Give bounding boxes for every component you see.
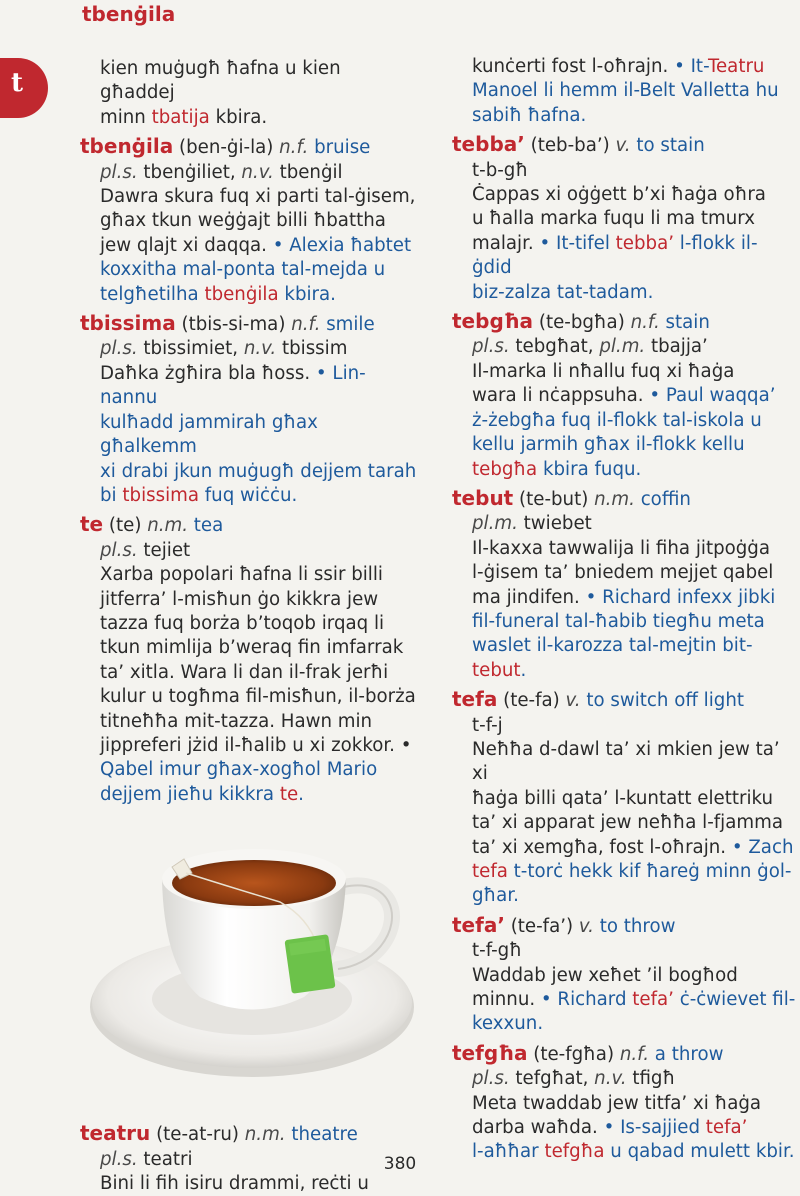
highlighted-word: tbenġila xyxy=(204,283,279,305)
english-gloss: theatre xyxy=(285,1124,358,1146)
continuation-line xyxy=(452,55,797,79)
page-header: tbenġila xyxy=(82,2,176,26)
letter-thumb-tab xyxy=(0,58,48,118)
definition-line xyxy=(452,433,797,457)
definition-line xyxy=(80,362,420,411)
definition-text: għax tkun weġġajt billi ħbattha xyxy=(100,210,386,232)
example-text: Manoel li hemm il-Belt Valletta hu xyxy=(472,80,779,102)
english-gloss: coffin xyxy=(634,488,691,510)
definition-line xyxy=(452,787,797,811)
letter-tab-label: t xyxy=(11,68,24,98)
definition-line xyxy=(452,409,797,433)
right-column xyxy=(452,55,797,1165)
example-text: ż-żebgħa fuq il-flokk tal-iskola u xyxy=(472,409,762,431)
inflection-line xyxy=(452,512,797,536)
definition-text: ta’ xitla. Wara li dan il-frak jerħi xyxy=(100,661,389,683)
continuation-line xyxy=(452,104,797,128)
headword: tefa xyxy=(452,687,498,712)
example-text: u qabad mulett kbir. xyxy=(604,1141,795,1163)
example-text: fuq wiċċu. xyxy=(199,484,298,506)
definition-line xyxy=(80,612,420,636)
part-of-speech: n.f. xyxy=(291,314,321,336)
grammar-label: pl.s. xyxy=(472,336,510,358)
part-of-speech: n.f. xyxy=(619,1043,650,1065)
english-gloss: to throw xyxy=(593,915,676,937)
example-text: dejjem jieħu kikkra xyxy=(100,783,280,805)
grammar-label: pl.m. xyxy=(472,513,518,535)
definition-line xyxy=(80,783,420,807)
definition-text: l-ġisem ta’ bniedem mejjet qabel xyxy=(472,562,774,584)
definition-line xyxy=(80,758,420,782)
part-of-speech: n.m. xyxy=(244,1124,286,1146)
definition-text: kulur u togħma fil-misħun, il-borża xyxy=(100,686,416,708)
definition-line xyxy=(452,183,797,207)
inflection-line xyxy=(452,159,797,183)
definition-text: tbenġiliet, xyxy=(137,161,242,183)
tea-cup-image xyxy=(80,807,420,1117)
grammar-label: n.v. xyxy=(243,338,277,360)
definition-line xyxy=(452,884,797,908)
definition-text: jippreferi jżid il-ħalib u xi zokkor. • xyxy=(100,734,412,756)
definition-line xyxy=(452,458,797,482)
definition-text: tbenġil xyxy=(273,161,343,183)
definition-text: tbajja’ xyxy=(645,336,708,358)
part-of-speech: n.m. xyxy=(147,515,189,537)
definition-text: ħaġa billi qata’ l-kuntatt elettriku xyxy=(472,787,774,809)
definition-line xyxy=(452,988,797,1012)
example-text: kexxun. xyxy=(472,1013,544,1035)
definition-text: t-f-j xyxy=(472,714,503,736)
definition-line xyxy=(452,232,797,281)
example-text: biz-zalza tat-tadam. xyxy=(472,281,654,303)
headword: tbenġila xyxy=(80,134,174,159)
grammar-label: pl.s. xyxy=(472,1068,510,1090)
definition-line xyxy=(80,1172,420,1196)
inflection-line xyxy=(80,539,420,563)
english-gloss: tea xyxy=(188,515,224,537)
part-of-speech: n.f. xyxy=(630,312,660,334)
definition-line xyxy=(80,258,420,282)
grammar-label: pl.s. xyxy=(100,161,138,183)
definition-line xyxy=(452,537,797,561)
definition-line xyxy=(80,636,420,660)
part-of-speech: v. xyxy=(565,690,581,712)
definition-text: Bini li fih isiru drammi, reċti u xyxy=(100,1173,369,1194)
definition-text: titneħħa mit-tazza. Hawn min xyxy=(100,710,373,732)
dictionary-entry xyxy=(80,134,420,307)
part-of-speech: n.f. xyxy=(279,137,309,159)
syllabification: (tbis-si-ma) xyxy=(175,314,292,336)
syllabification: (teb-ba’) xyxy=(524,135,616,157)
example-text: Qabel imur għax-xogħol Mario xyxy=(100,759,378,781)
left-continuation xyxy=(80,57,420,130)
example-text: telgħetilha xyxy=(100,283,205,305)
syllabification: (ben-ġi-la) xyxy=(173,137,280,159)
dictionary-entry xyxy=(452,132,797,305)
english-gloss: to switch off light xyxy=(580,690,744,712)
definition-line xyxy=(452,738,797,787)
syllabification: (te-but) xyxy=(513,488,595,510)
definition-text: tbissimiet, xyxy=(137,338,244,360)
english-gloss: bruise xyxy=(308,137,371,159)
headword: tebba’ xyxy=(452,132,525,157)
definition-line xyxy=(80,460,420,484)
headword-line xyxy=(452,687,797,713)
example-text: • Lin-nannu xyxy=(100,362,366,409)
definition-line xyxy=(80,411,420,460)
tea-cup-illustration xyxy=(80,807,420,1107)
headword-line xyxy=(452,1041,797,1067)
definition-line xyxy=(452,634,797,658)
headword-line xyxy=(80,512,420,538)
definition-text: tazza fuq borża b’toqob irqaq li xyxy=(100,612,385,634)
definition-text: jew qlajt xi daqqa. xyxy=(100,234,273,256)
headword: tebut xyxy=(452,485,514,510)
headword-line xyxy=(452,486,797,512)
example-text: kbira fuqu. xyxy=(537,458,642,480)
example-text: t-torċ hekk kif ħareġ minn ġol- xyxy=(507,861,792,882)
definition-line xyxy=(80,588,420,612)
definition-line xyxy=(452,1012,797,1036)
definition-line xyxy=(80,209,420,233)
example-text: xi drabi jkun muġugħ dejjem tarah xyxy=(100,460,417,482)
grammar-label: pl.s. xyxy=(100,338,138,360)
inflection-line xyxy=(452,1067,797,1091)
definition-line xyxy=(452,207,797,231)
example-text: • It-tifel xyxy=(539,232,616,254)
example-text: • Richard infexx jibki xyxy=(585,586,776,608)
example-text: • Paul waqqa’ xyxy=(649,385,776,407)
left-entries xyxy=(80,134,420,807)
definition-line xyxy=(452,860,797,884)
example-text: l-flokk il-ġdid xyxy=(472,232,758,279)
definition-text: u ħalla marka fuqu li ma tmurx xyxy=(472,208,756,230)
example-text: bi xyxy=(100,484,123,506)
grammar-label: pl.s. xyxy=(100,1148,138,1170)
dictionary-entry xyxy=(452,309,797,482)
part-of-speech: v. xyxy=(615,135,631,157)
definition-text: teatri xyxy=(137,1148,193,1170)
example-text: kbira. xyxy=(278,283,336,305)
grammar-label: n.v. xyxy=(594,1068,627,1090)
syllabification: (te-at-ru) xyxy=(150,1124,245,1146)
example-text: • Richard xyxy=(540,989,633,1011)
dictionary-entry xyxy=(452,1041,797,1165)
example-text: • Alexia ħabtet xyxy=(272,234,412,256)
definition-line xyxy=(80,710,420,734)
definition-text: tefgħat, xyxy=(509,1068,595,1090)
continuation-line xyxy=(452,79,797,103)
headword: tefgħa xyxy=(452,1040,528,1065)
headword: tbissima xyxy=(80,311,176,336)
grammar-label: n.v. xyxy=(241,161,274,183)
highlighted-word: tebgħa xyxy=(472,458,538,480)
continuation-line xyxy=(80,57,420,106)
highlighted-word: Teatru xyxy=(707,56,765,77)
definition-line xyxy=(80,234,420,258)
example-text: sabiħ ħafna. xyxy=(472,104,587,126)
definition-line xyxy=(452,561,797,585)
definition-text: Waddab jew xeħet ’il bogħod xyxy=(472,964,738,986)
headword-line xyxy=(452,309,797,335)
highlighted-word: tebut xyxy=(472,659,521,681)
definition-text: tebgħat, xyxy=(509,336,600,358)
right-entries xyxy=(452,132,797,1165)
part-of-speech: v. xyxy=(578,915,594,937)
definition-text: Il-kaxxa tawwalija li fiha jitpoġġa xyxy=(472,537,770,559)
grammar-label: pl.s. xyxy=(100,539,138,561)
definition-text: Xarba popolari ħafna li ssir billi xyxy=(100,564,383,586)
headword-line xyxy=(452,913,797,939)
definition-text: Dawra skura fuq xi parti tal-ġisem, xyxy=(100,186,416,208)
definition-line xyxy=(452,811,797,835)
definition-text: ma jindifen. xyxy=(472,586,586,608)
highlighted-word: te xyxy=(279,783,299,805)
definition-text: t-f-għ xyxy=(472,940,522,962)
continuation-line xyxy=(80,106,420,130)
highlighted-word: tbissima xyxy=(122,484,199,506)
english-gloss: stain xyxy=(659,312,710,334)
definition-line xyxy=(452,659,797,683)
part-of-speech: n.m. xyxy=(594,488,635,510)
definition-line xyxy=(80,734,420,758)
syllabification: (te-fa) xyxy=(497,690,566,712)
definition-text: t-b-għ xyxy=(472,159,528,181)
definition-text: Ċappas xi oġġett b’xi ħaġa oħra xyxy=(472,184,766,206)
headword: teatru xyxy=(80,1121,151,1146)
definition-text: kbira. xyxy=(209,106,268,128)
example-text: • It- xyxy=(674,56,708,77)
headword-line xyxy=(80,134,420,160)
english-gloss: smile xyxy=(320,314,375,336)
syllabification: (te) xyxy=(103,515,148,537)
example-text: l-aħħar xyxy=(472,1141,545,1163)
definition-text: ta’ xi xemgħa, fost l-oħrajn. xyxy=(472,836,732,858)
syllabification: (te-bgħa) xyxy=(533,312,631,334)
example-text: • Zach xyxy=(731,836,794,858)
definition-line xyxy=(80,283,420,307)
inflection-line xyxy=(452,939,797,963)
example-text: fil-funeral tal-ħabib tiegħu meta xyxy=(472,610,765,632)
definition-line xyxy=(452,610,797,634)
definition-line xyxy=(80,563,420,587)
english-gloss: a throw xyxy=(649,1043,724,1065)
dictionary-entry xyxy=(452,913,797,1037)
highlighted-word: tefa’ xyxy=(705,1117,748,1139)
definition-text: ta’ xi apparat jew neħħa l-fjamma xyxy=(472,812,783,834)
definition-text: minnu. xyxy=(472,989,541,1011)
definition-text: Daħka żgħira bla ħoss. xyxy=(100,362,316,384)
english-gloss: to stain xyxy=(630,135,705,157)
highlighted-word: tefa’ xyxy=(632,989,674,1011)
definition-text: tfigħ xyxy=(626,1068,676,1090)
headword: tefa’ xyxy=(452,912,505,937)
dictionary-entry xyxy=(452,486,797,683)
example-text: waslet il-karozza tal-mejtin bit- xyxy=(472,635,753,657)
definition-line xyxy=(452,281,797,305)
headword: te xyxy=(80,512,104,537)
definition-line xyxy=(452,360,797,384)
definition-text: tejiet xyxy=(137,539,191,561)
example-text: koxxitha mal-ponta tal-mejda u xyxy=(100,259,386,281)
example-text: għar. xyxy=(472,885,519,907)
definition-text: jitferra’ l-misħun ġo kikkra jew xyxy=(100,588,379,610)
highlighted-word: tebba’ xyxy=(615,232,675,254)
inflection-line xyxy=(452,335,797,359)
definition-line xyxy=(452,836,797,860)
right-continuation xyxy=(452,55,797,128)
inflection-line xyxy=(80,337,420,361)
definition-line xyxy=(80,661,420,685)
definition-line xyxy=(452,1116,797,1140)
highlighted-word: tefgħa xyxy=(544,1141,605,1163)
definition-text: kien muġugħ ħafna u kien għaddej xyxy=(100,58,341,104)
definition-line xyxy=(452,586,797,610)
definition-text: kunċerti fost l-oħrajn. xyxy=(472,56,675,77)
definition-line xyxy=(452,964,797,988)
dictionary-entry xyxy=(80,311,420,508)
highlighted-word: tefa xyxy=(472,861,508,882)
dictionary-entry xyxy=(452,687,797,909)
headword-line xyxy=(80,1121,420,1147)
highlighted-word: tbatija xyxy=(151,106,210,128)
definition-text: twiebet xyxy=(517,513,592,535)
left-column xyxy=(80,57,420,1196)
definition-text: malajr. xyxy=(472,232,540,254)
example-text: . xyxy=(298,783,304,805)
definition-text: wara li nċappsuha. xyxy=(472,385,650,407)
definition-line xyxy=(80,484,420,508)
headword-line xyxy=(80,311,420,337)
dictionary-entry xyxy=(80,512,420,807)
definition-line xyxy=(80,185,420,209)
grammar-label: pl.m. xyxy=(599,336,646,358)
definition-line xyxy=(452,1092,797,1116)
definition-text: darba waħda. xyxy=(472,1117,604,1139)
definition-text: Il-marka li nħallu fuq xi ħaġa xyxy=(472,360,735,382)
syllabification: (te-fa’) xyxy=(504,915,579,937)
definition-text: Neħħa d-dawl ta’ xi mkien jew ta’ xi xyxy=(472,738,780,785)
definition-line xyxy=(80,685,420,709)
example-text: . xyxy=(520,659,527,681)
inflection-line xyxy=(452,714,797,738)
definition-text: tbissim xyxy=(276,338,348,360)
example-text: ċ-ċwievet fil- xyxy=(673,989,796,1011)
example-text: kulħadd jammirah għax għalkemm xyxy=(100,411,318,458)
syllabification: (te-fgħa) xyxy=(527,1043,620,1065)
definition-text: tkun mimlija b’weraq fin imfarrak xyxy=(100,637,404,659)
page-number: 380 xyxy=(383,1154,417,1174)
inflection-line xyxy=(80,161,420,185)
definition-line xyxy=(452,384,797,408)
headword: tebgħa xyxy=(452,309,534,334)
example-text: • Is-sajjied xyxy=(603,1117,706,1139)
headword-line xyxy=(452,132,797,158)
definition-text: minn xyxy=(100,106,152,128)
definition-text: Meta twaddab jew titfa’ xi ħaġa xyxy=(472,1092,762,1114)
example-text: kellu jarmih għax il-flokk kellu xyxy=(472,434,745,456)
